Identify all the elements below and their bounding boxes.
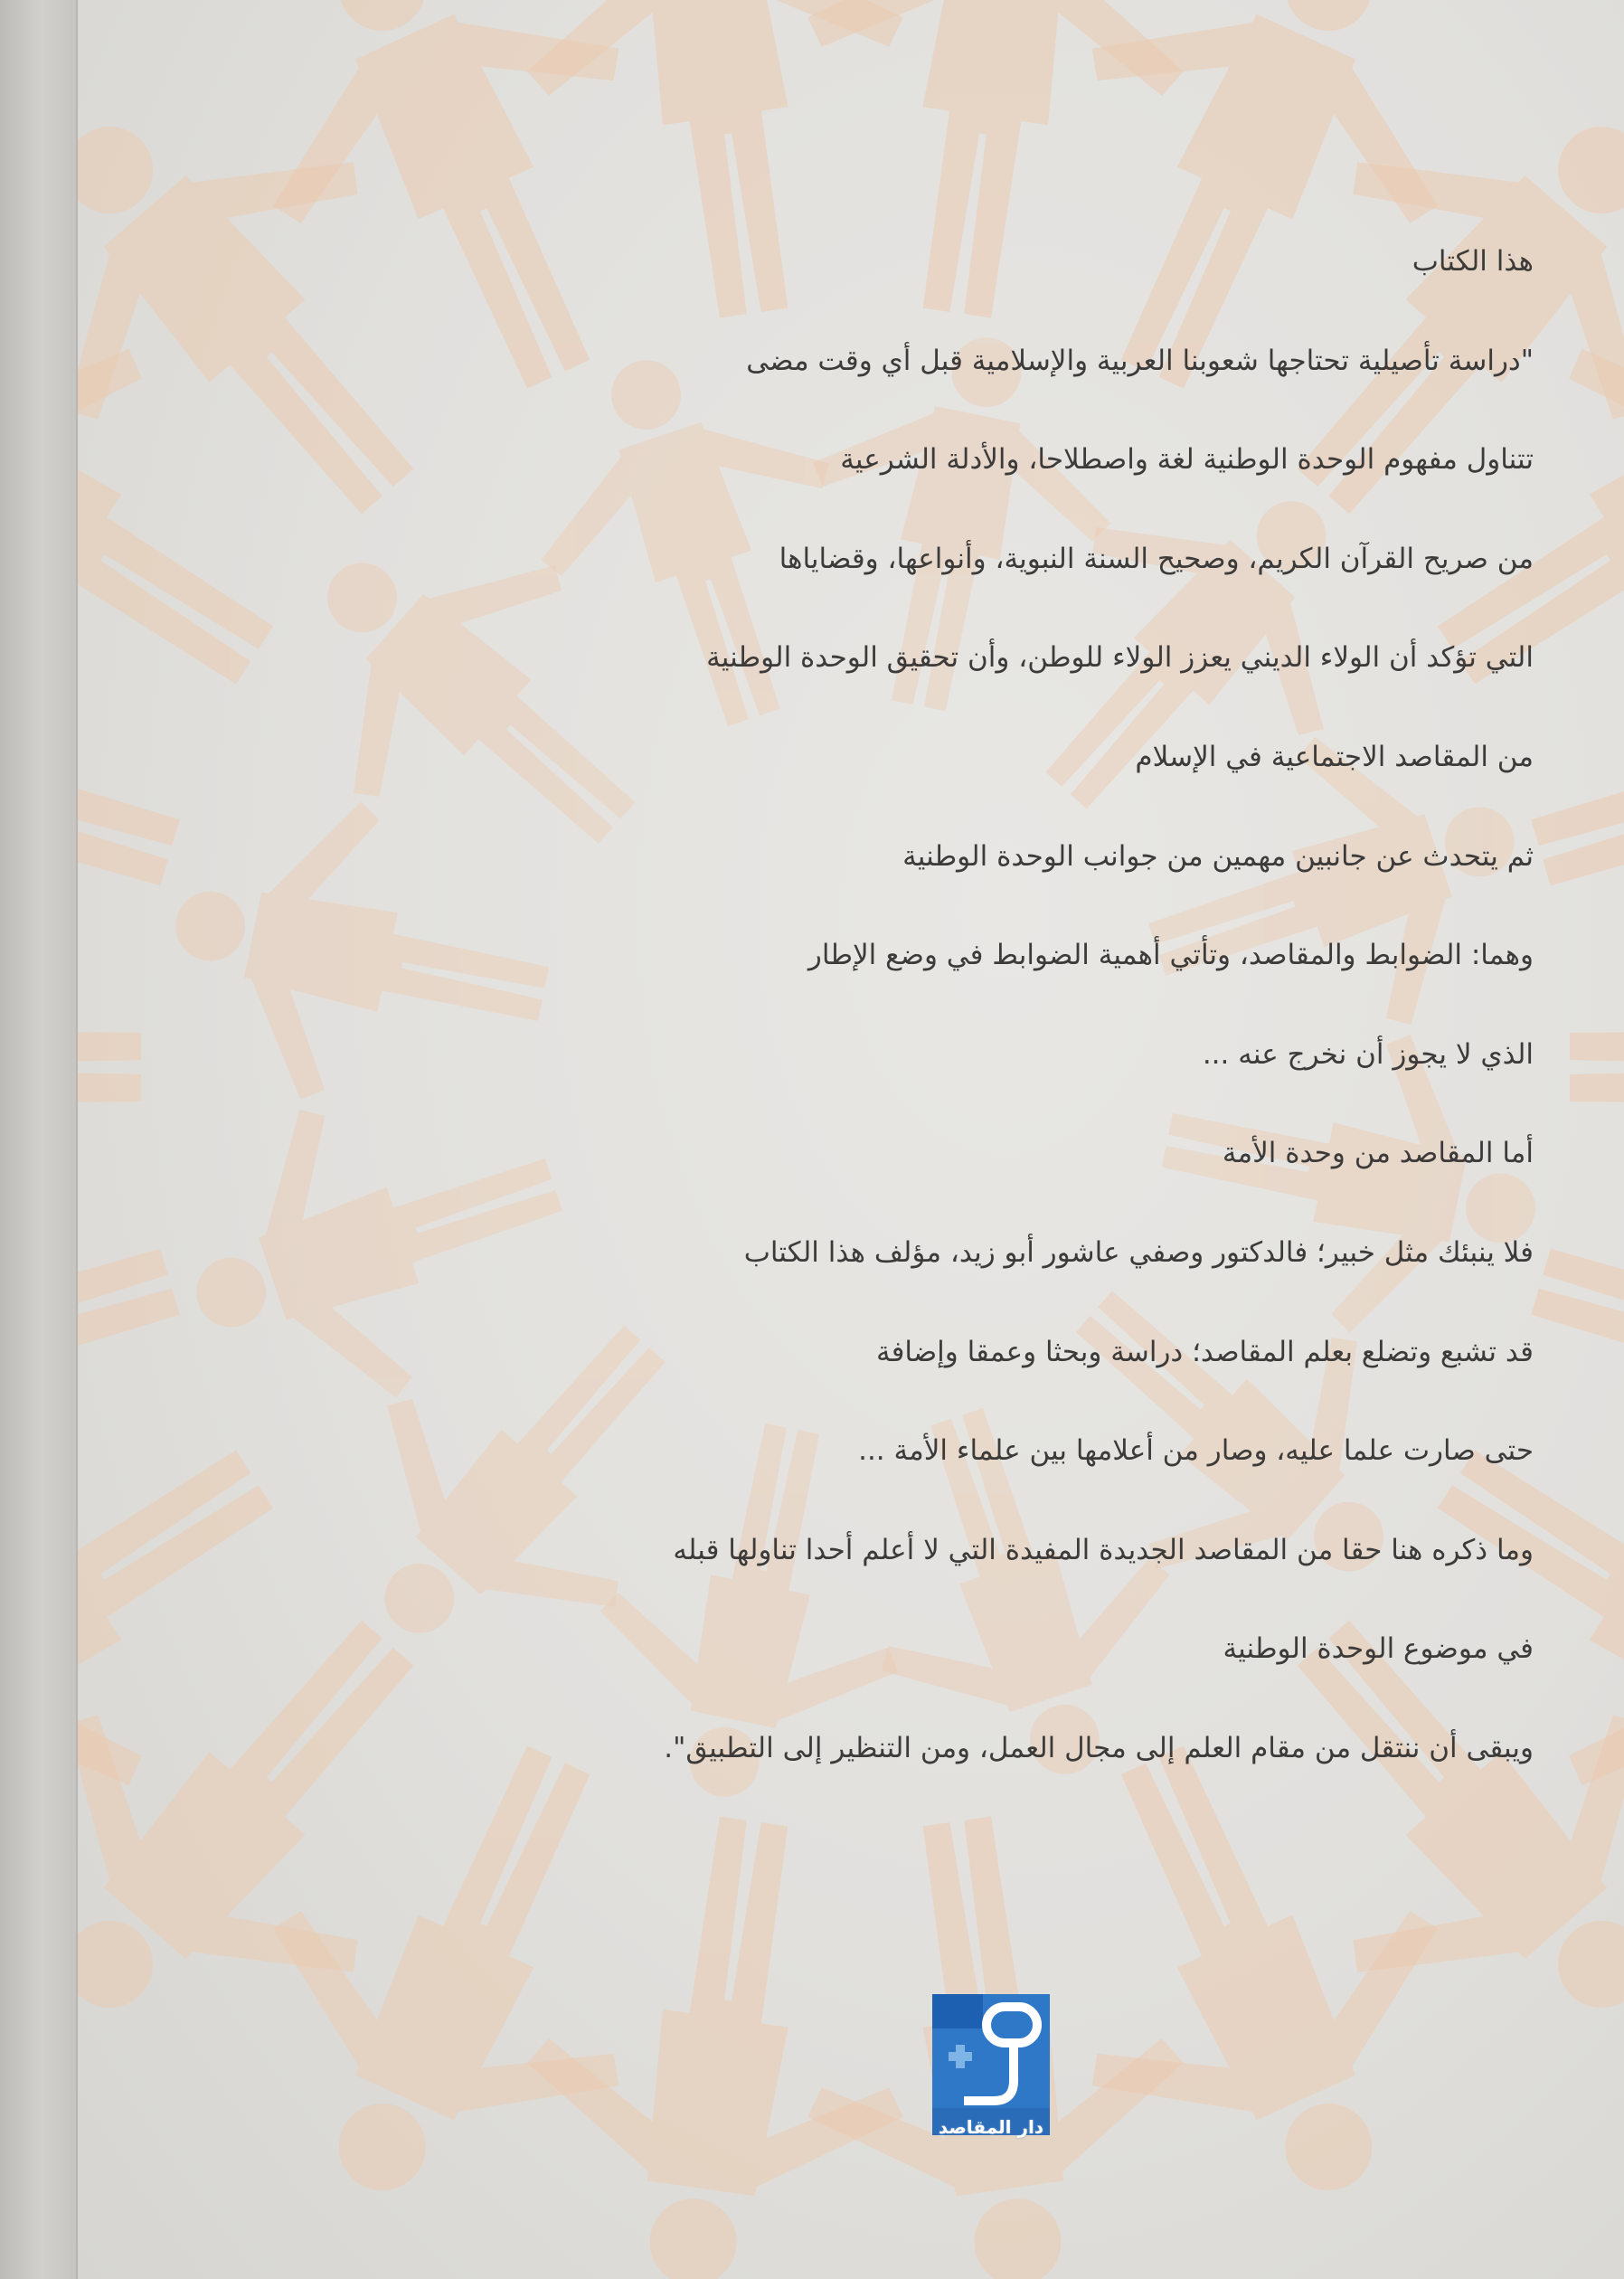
back-cover — [78, 0, 1624, 2279]
blurb-line: قد تشبع وتضلع بعلم المقاصد؛ دراسة وبحثا وعمقا وإضافة — [875, 1335, 1534, 1368]
chain-figure — [78, 877, 141, 1257]
book-spine-edge — [0, 0, 78, 2279]
blurb-line: الذي لا يجوز أن نخرج عنه ... — [1202, 1037, 1534, 1071]
chain-figure — [1570, 877, 1624, 1257]
publisher-name: دار المقاصد — [938, 2116, 1044, 2138]
blurb-line: في موضوع الوحدة الوطنية — [1223, 1632, 1534, 1666]
blurb-line: من صريح القرآن الكريم، وصحيح السنة النبوية، وأنواعها، وقضاياها — [779, 542, 1534, 575]
blurb-line: تتناول مفهوم الوحدة الوطنية لغة واصطلاحا، والأدلة الشرعية — [840, 443, 1534, 477]
publisher-logo-icon — [932, 1994, 1050, 2135]
blurb-line: وهما: الضوابط والمقاصد، وتأتي أهمية الضوابط في وضع الإطار — [807, 939, 1534, 972]
blurb-line: فلا ينبئك مثل خبير؛ فالدكتور وصفي عاشور أبو زيد، مؤلف هذا الكتاب — [743, 1235, 1534, 1269]
blurb-line: هذا الكتاب — [1412, 245, 1534, 278]
blurb-line: حتى صارت علما عليه، وصار من أعلامها بين علماء الأمة ... — [858, 1434, 1534, 1468]
blurb-line: التي تؤكد أن الولاء الديني يعزز الولاء للوطن، وأن تحقيق الوحدة الوطنية — [706, 641, 1534, 675]
chain-figure — [499, 1794, 942, 2279]
blurb-text — [241, 231, 1534, 1817]
blurb-line: من المقاصد الاجتماعية في الإسلام — [1135, 740, 1534, 773]
blurb-line: أما المقاصد من وحدة الأمة — [1222, 1137, 1534, 1170]
blurb-line: وما ذكره هنا حقا من المقاصد الجديدة المفيدة التي لا أعلم أحدا تناولها قبله — [673, 1533, 1534, 1566]
blurb-line: "دراسة تأصيلية تحتاجها شعوبنا العربية والإسلامية قبل أي وقت مضى — [746, 344, 1534, 377]
blurb-line: ويبقى أن ننتقل من مقام العلم إلى مجال العمل، ومن التنظير إلى التطبيق". — [664, 1731, 1534, 1764]
blurb-line: ثم يتحدث عن جانبين مهمين من جوانب الوحدة الوطنية — [902, 839, 1534, 873]
